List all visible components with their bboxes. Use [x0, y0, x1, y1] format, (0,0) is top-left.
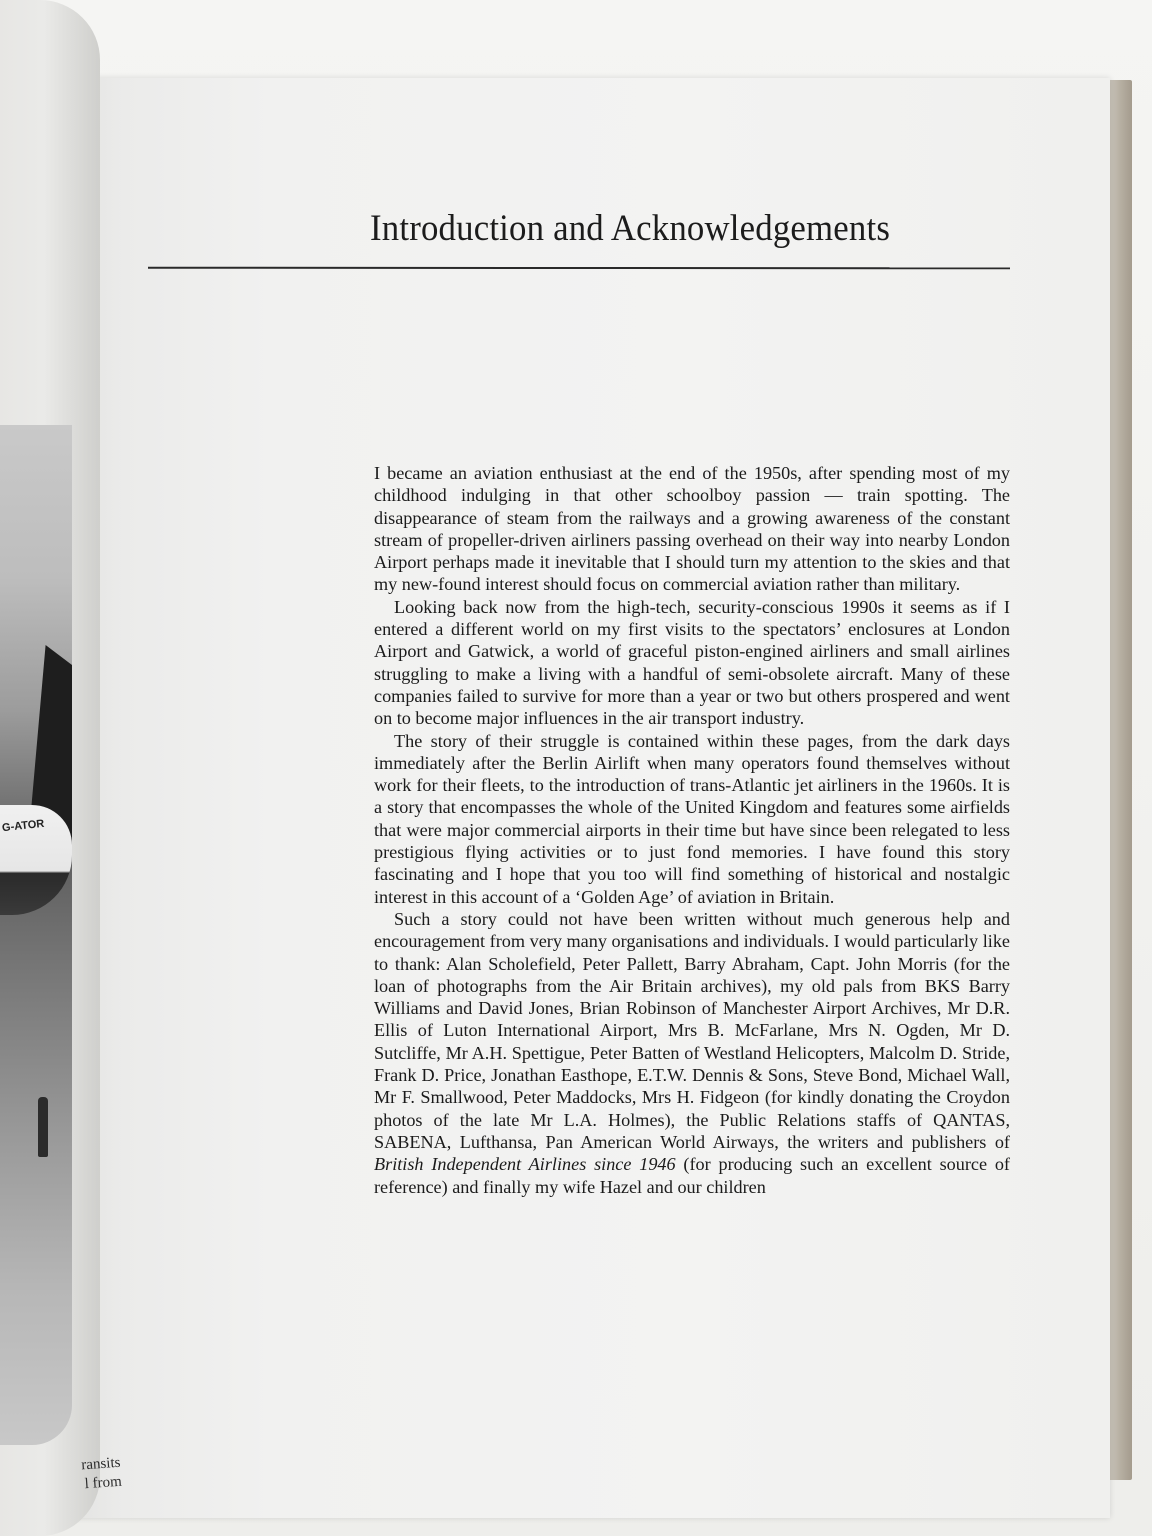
- caption-line: l from: [84, 1473, 123, 1493]
- paragraph-3: The story of their struggle is contained within these pages, from the dark days immediately after the Berlin Airlift when many operators found themselves without work for their fleets, to the introduction of trans-Atlantic jet airliners in the 1960s. It is a story that encompasses the whole of the United Kingdom and features some airfields that were major commercial airports in their time but have since been relegated to less prestigious flying activities or to just fond memories. I have found this story fascinating and I hope that you too will find something of historical and nostalgic interest in this account of a ‘Golden Age’ of aviation in Britain.: [374, 730, 1010, 907]
- paragraph-4: [374, 908, 1010, 1198]
- paragraph-4-text: Such a story could not have been written without much generous help and encouragement from very many organisations and individuals. I would particularly like to thank: Alan Scholefield, Peter Pallett, Barry Abraham, Capt. John Morris (for the loan of photographs from the Air Britain archives), my old pals from BKS Barry Williams and David Jones, Brian Robinson of Manchester Airport Archives, Mr D.R. Ellis of Luton International Airport, Mrs B. McFarlane, Mrs N. Ogden, Mr D. Sutcliffe, Mr A.H. Spettigue, Peter Batten of Westland Helicopters, Malcolm D. Stride, Frank D. Price, Jonathan Easthope, E.T.W. Dennis & Sons, Steve Bond, Michael Wall, Mr F. Smallwood, Peter Maddocks, Mrs H. Fidgeon (for kindly donating the Croydon photos of the late Mr L.A. Holmes), the Public Relations staffs of QANTAS, SABENA, Lufthansa, Pan American World Airways, the writers and publishers of: [374, 908, 1010, 1152]
- paragraph-4-text-end: (for producing such an excellent source of reference) and finally my wife Hazel and our children: [374, 1154, 1010, 1197]
- caption-line: ransits: [80, 1454, 121, 1474]
- paragraph-1: I became an aviation enthusiast at the end of the 1950s, after spending most of my childhood indulging in that other schoolboy passion — train spotting. The disappearance of steam from the railways and a growing awareness of the constant stream of propeller-driven airliners passing overhead on their way into nearby London Airport perhaps made it inevitable that I should turn my attention to the skies and that my new-found interest should focus on commercial aviation rather than military.: [374, 463, 1010, 595]
- book-page-left: [0, 0, 110, 1536]
- page-title: Introduction and Acknowledgements: [370, 208, 891, 249]
- paragraph-2: Looking back now from the high-tech, security-conscious 1990s it seems as if I entered a different world on my first visits to the spectators’ enclosures at London Airport and Gatwick, a world of graceful piston-engined airliners and small airlines struggling to make a living with a handful of semi-obsolete aircraft. Many of these companies failed to survive for more than a year or two but others prospered and went on to become major influences in the air transport industry.: [374, 596, 1010, 729]
- person-figure: [38, 1097, 48, 1157]
- aircraft-registration: G-ATOR: [1, 817, 45, 835]
- body-text: [374, 462, 1010, 1198]
- book-title-italic: British Independent Airlines since 1946: [374, 1154, 676, 1175]
- photo-caption-fragment: [30, 1454, 122, 1498]
- aircraft-photo: [0, 425, 72, 1445]
